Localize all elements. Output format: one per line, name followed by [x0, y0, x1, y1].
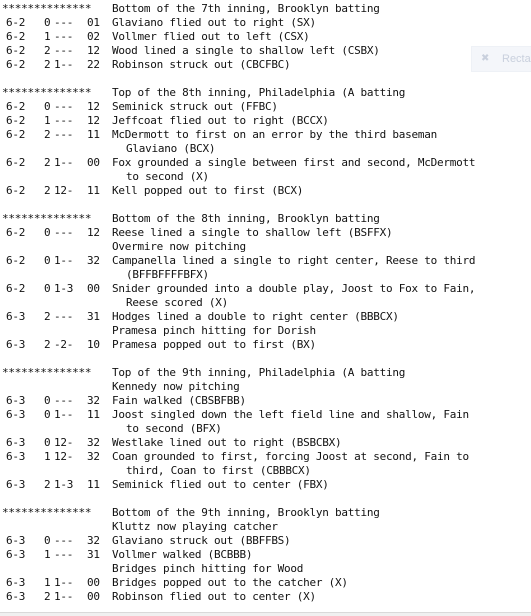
- substitution-text: Kluttz now playing catcher: [112, 520, 278, 533]
- score: 6-2: [6, 114, 26, 127]
- score: 6-2: [6, 156, 26, 169]
- ball-strike-count: 12: [87, 100, 100, 113]
- close-icon: ✖: [481, 53, 490, 64]
- score: 6-2: [6, 58, 26, 71]
- ball-strike-count: 32: [87, 394, 100, 407]
- bases-occupied: 12-: [54, 436, 74, 449]
- bases-occupied: ---: [54, 128, 74, 141]
- substitution-text: Pramesa pinch hitting for Dorish: [112, 324, 316, 337]
- inning-title: Bottom of the 7th inning, Brooklyn batting: [112, 2, 380, 15]
- ball-strike-count: 32: [87, 436, 100, 449]
- score: 6-3: [6, 338, 26, 351]
- play-description: Coan grounded to first, forcing Joost at second, Fain to: [112, 450, 469, 463]
- outs: 1: [44, 576, 51, 589]
- score: 6-2: [6, 44, 26, 57]
- score: 6-2: [6, 16, 26, 29]
- score: 6-3: [6, 436, 26, 449]
- outs: 2: [44, 478, 51, 491]
- outs: 2: [44, 310, 51, 323]
- outs: 2: [44, 58, 51, 71]
- play-description: Wood lined a single to shallow left (CSBX): [112, 44, 380, 57]
- score: 6-2: [6, 226, 26, 239]
- bases-occupied: -2-: [54, 338, 74, 351]
- bases-occupied: 12-: [54, 450, 74, 463]
- score: 6-3: [6, 394, 26, 407]
- score: 6-3: [6, 310, 26, 323]
- ball-strike-count: 11: [87, 184, 100, 197]
- score: 6-3: [6, 548, 26, 561]
- play-description: Pramesa popped out to first (BX): [112, 338, 316, 351]
- outs: 0: [44, 100, 51, 113]
- ball-strike-count: 00: [87, 156, 100, 169]
- ball-strike-count: 12: [87, 44, 100, 57]
- bases-occupied: 1-3: [54, 478, 74, 491]
- bases-occupied: ---: [54, 114, 74, 127]
- bases-occupied: 1--: [54, 254, 74, 267]
- bases-occupied: 12-: [54, 184, 74, 197]
- play-description: Bridges popped out to the catcher (X): [112, 576, 348, 589]
- ball-strike-count: 11: [87, 408, 100, 421]
- score: 6-3: [6, 590, 26, 603]
- outs: 0: [44, 394, 51, 407]
- substitution-text: Bridges pinch hitting for Wood: [112, 562, 304, 575]
- play-description-continued: to second (X): [126, 170, 209, 183]
- score: 6-2: [6, 128, 26, 141]
- play-description: McDermott to first on an error by the third baseman: [112, 128, 438, 141]
- play-description: Vollmer walked (BCBBB): [112, 548, 253, 561]
- play-description: Jeffcoat flied out to right (BCCX): [112, 114, 329, 127]
- score: 6-2: [6, 282, 26, 295]
- outs: 0: [44, 282, 51, 295]
- bases-occupied: ---: [54, 534, 74, 547]
- bases-occupied: ---: [54, 100, 74, 113]
- bases-occupied: 1--: [54, 58, 74, 71]
- outs: 0: [44, 408, 51, 421]
- bases-occupied: 1--: [54, 156, 74, 169]
- play-description: Seminick struck out (FFBC): [112, 100, 278, 113]
- ball-strike-count: 31: [87, 548, 100, 561]
- inning-title: Bottom of the 9th inning, Brooklyn batting: [112, 506, 380, 519]
- inning-title: Bottom of the 8th inning, Brooklyn batting: [112, 212, 380, 225]
- score: 6-3: [6, 450, 26, 463]
- play-description-continued: Glaviano (BCX): [126, 142, 216, 155]
- ball-strike-count: 12: [87, 226, 100, 239]
- play-description-continued: (BFFBFFFFBFX): [126, 268, 209, 281]
- outs: 2: [44, 128, 51, 141]
- ball-strike-count: 02: [87, 30, 100, 43]
- bases-occupied: 1-3: [54, 282, 74, 295]
- outs: 1: [44, 30, 51, 43]
- play-description: Joost singled down the left field line and shallow, Fain: [112, 408, 469, 421]
- outs: 0: [44, 16, 51, 29]
- outs: 0: [44, 436, 51, 449]
- bases-occupied: ---: [54, 548, 74, 561]
- ball-strike-count: 31: [87, 310, 100, 323]
- outs: 0: [44, 534, 51, 547]
- score: 6-2: [6, 184, 26, 197]
- play-description: Glaviano struck out (BBFFBS): [112, 534, 291, 547]
- ball-strike-count: 32: [87, 254, 100, 267]
- ball-strike-count: 32: [87, 534, 100, 547]
- ball-strike-count: 00: [87, 282, 100, 295]
- score: 6-2: [6, 30, 26, 43]
- score: 6-3: [6, 534, 26, 547]
- ball-strike-count: 00: [87, 590, 100, 603]
- outs: 2: [44, 184, 51, 197]
- outs: 1: [44, 548, 51, 561]
- bases-occupied: ---: [54, 394, 74, 407]
- rectangle-snip-button[interactable]: [471, 46, 531, 72]
- play-description: Westlake lined out to right (BSBCBX): [112, 436, 342, 449]
- inning-separator: **************: [2, 86, 92, 99]
- inning-separator: **************: [2, 366, 92, 379]
- play-description: Fain walked (CBSBFBB): [112, 394, 246, 407]
- bases-occupied: ---: [54, 30, 74, 43]
- outs: 1: [44, 450, 51, 463]
- ball-strike-count: 11: [87, 478, 100, 491]
- play-description: Kell popped out to first (BCX): [112, 184, 304, 197]
- ball-strike-count: 10: [87, 338, 100, 351]
- outs: 2: [44, 590, 51, 603]
- substitution-text: Overmire now pitching: [112, 240, 246, 253]
- play-description: Robinson flied out to center (X): [112, 590, 316, 603]
- play-description-continued: Reese scored (X): [126, 296, 228, 309]
- bases-occupied: ---: [54, 226, 74, 239]
- ball-strike-count: 01: [87, 16, 100, 29]
- play-description: Reese lined a single to shallow left (BSFFX): [112, 226, 393, 239]
- play-description: Fox grounded a single between first and second, McDermott: [112, 156, 476, 169]
- ball-strike-count: 32: [87, 450, 100, 463]
- play-description: Snider grounded into a double play, Joost to Fox to Fain,: [112, 282, 476, 295]
- inning-separator: **************: [2, 2, 92, 15]
- outs: 2: [44, 338, 51, 351]
- inning-title: Top of the 8th inning, Philadelphia (A batting: [112, 86, 406, 99]
- ball-strike-count: 12: [87, 114, 100, 127]
- play-description: Seminick flied out to center (FBX): [112, 478, 329, 491]
- play-description: Robinson struck out (CBCFBC): [112, 58, 291, 71]
- inning-title: Top of the 9th inning, Philadelphia (A batting: [112, 366, 406, 379]
- bases-occupied: ---: [54, 44, 74, 57]
- bases-occupied: 1--: [54, 408, 74, 421]
- bases-occupied: ---: [54, 16, 74, 29]
- bases-occupied: 1--: [54, 576, 74, 589]
- outs: 0: [44, 226, 51, 239]
- substitution-text: Kennedy now pitching: [112, 380, 240, 393]
- play-description-continued: to second (BFX): [126, 422, 222, 435]
- outs: 2: [44, 156, 51, 169]
- score: 6-2: [6, 100, 26, 113]
- inning-separator: **************: [2, 506, 92, 519]
- play-description-continued: third, Coan to first (CBBBCX): [126, 464, 311, 477]
- score: 6-3: [6, 576, 26, 589]
- ball-strike-count: 22: [87, 58, 100, 71]
- bases-occupied: 1--: [54, 590, 74, 603]
- play-description: Hodges lined a double to right center (BBBCX): [112, 310, 399, 323]
- play-description: Campanella lined a single to right center, Reese to third: [112, 254, 476, 267]
- score: 6-3: [6, 478, 26, 491]
- ball-strike-count: 00: [87, 576, 100, 589]
- play-description: Vollmer flied out to left (CSX): [112, 30, 310, 43]
- play-description: Glaviano flied out to right (SX): [112, 16, 316, 29]
- score: 6-2: [6, 254, 26, 267]
- rectangle-snip-label: Recta: [502, 53, 531, 65]
- inning-separator: **************: [2, 212, 92, 225]
- outs: 0: [44, 254, 51, 267]
- outs: 2: [44, 44, 51, 57]
- outs: 1: [44, 114, 51, 127]
- score: 6-3: [6, 408, 26, 421]
- bases-occupied: ---: [54, 310, 74, 323]
- horizontal-scrollbar[interactable]: [0, 612, 531, 616]
- ball-strike-count: 11: [87, 128, 100, 141]
